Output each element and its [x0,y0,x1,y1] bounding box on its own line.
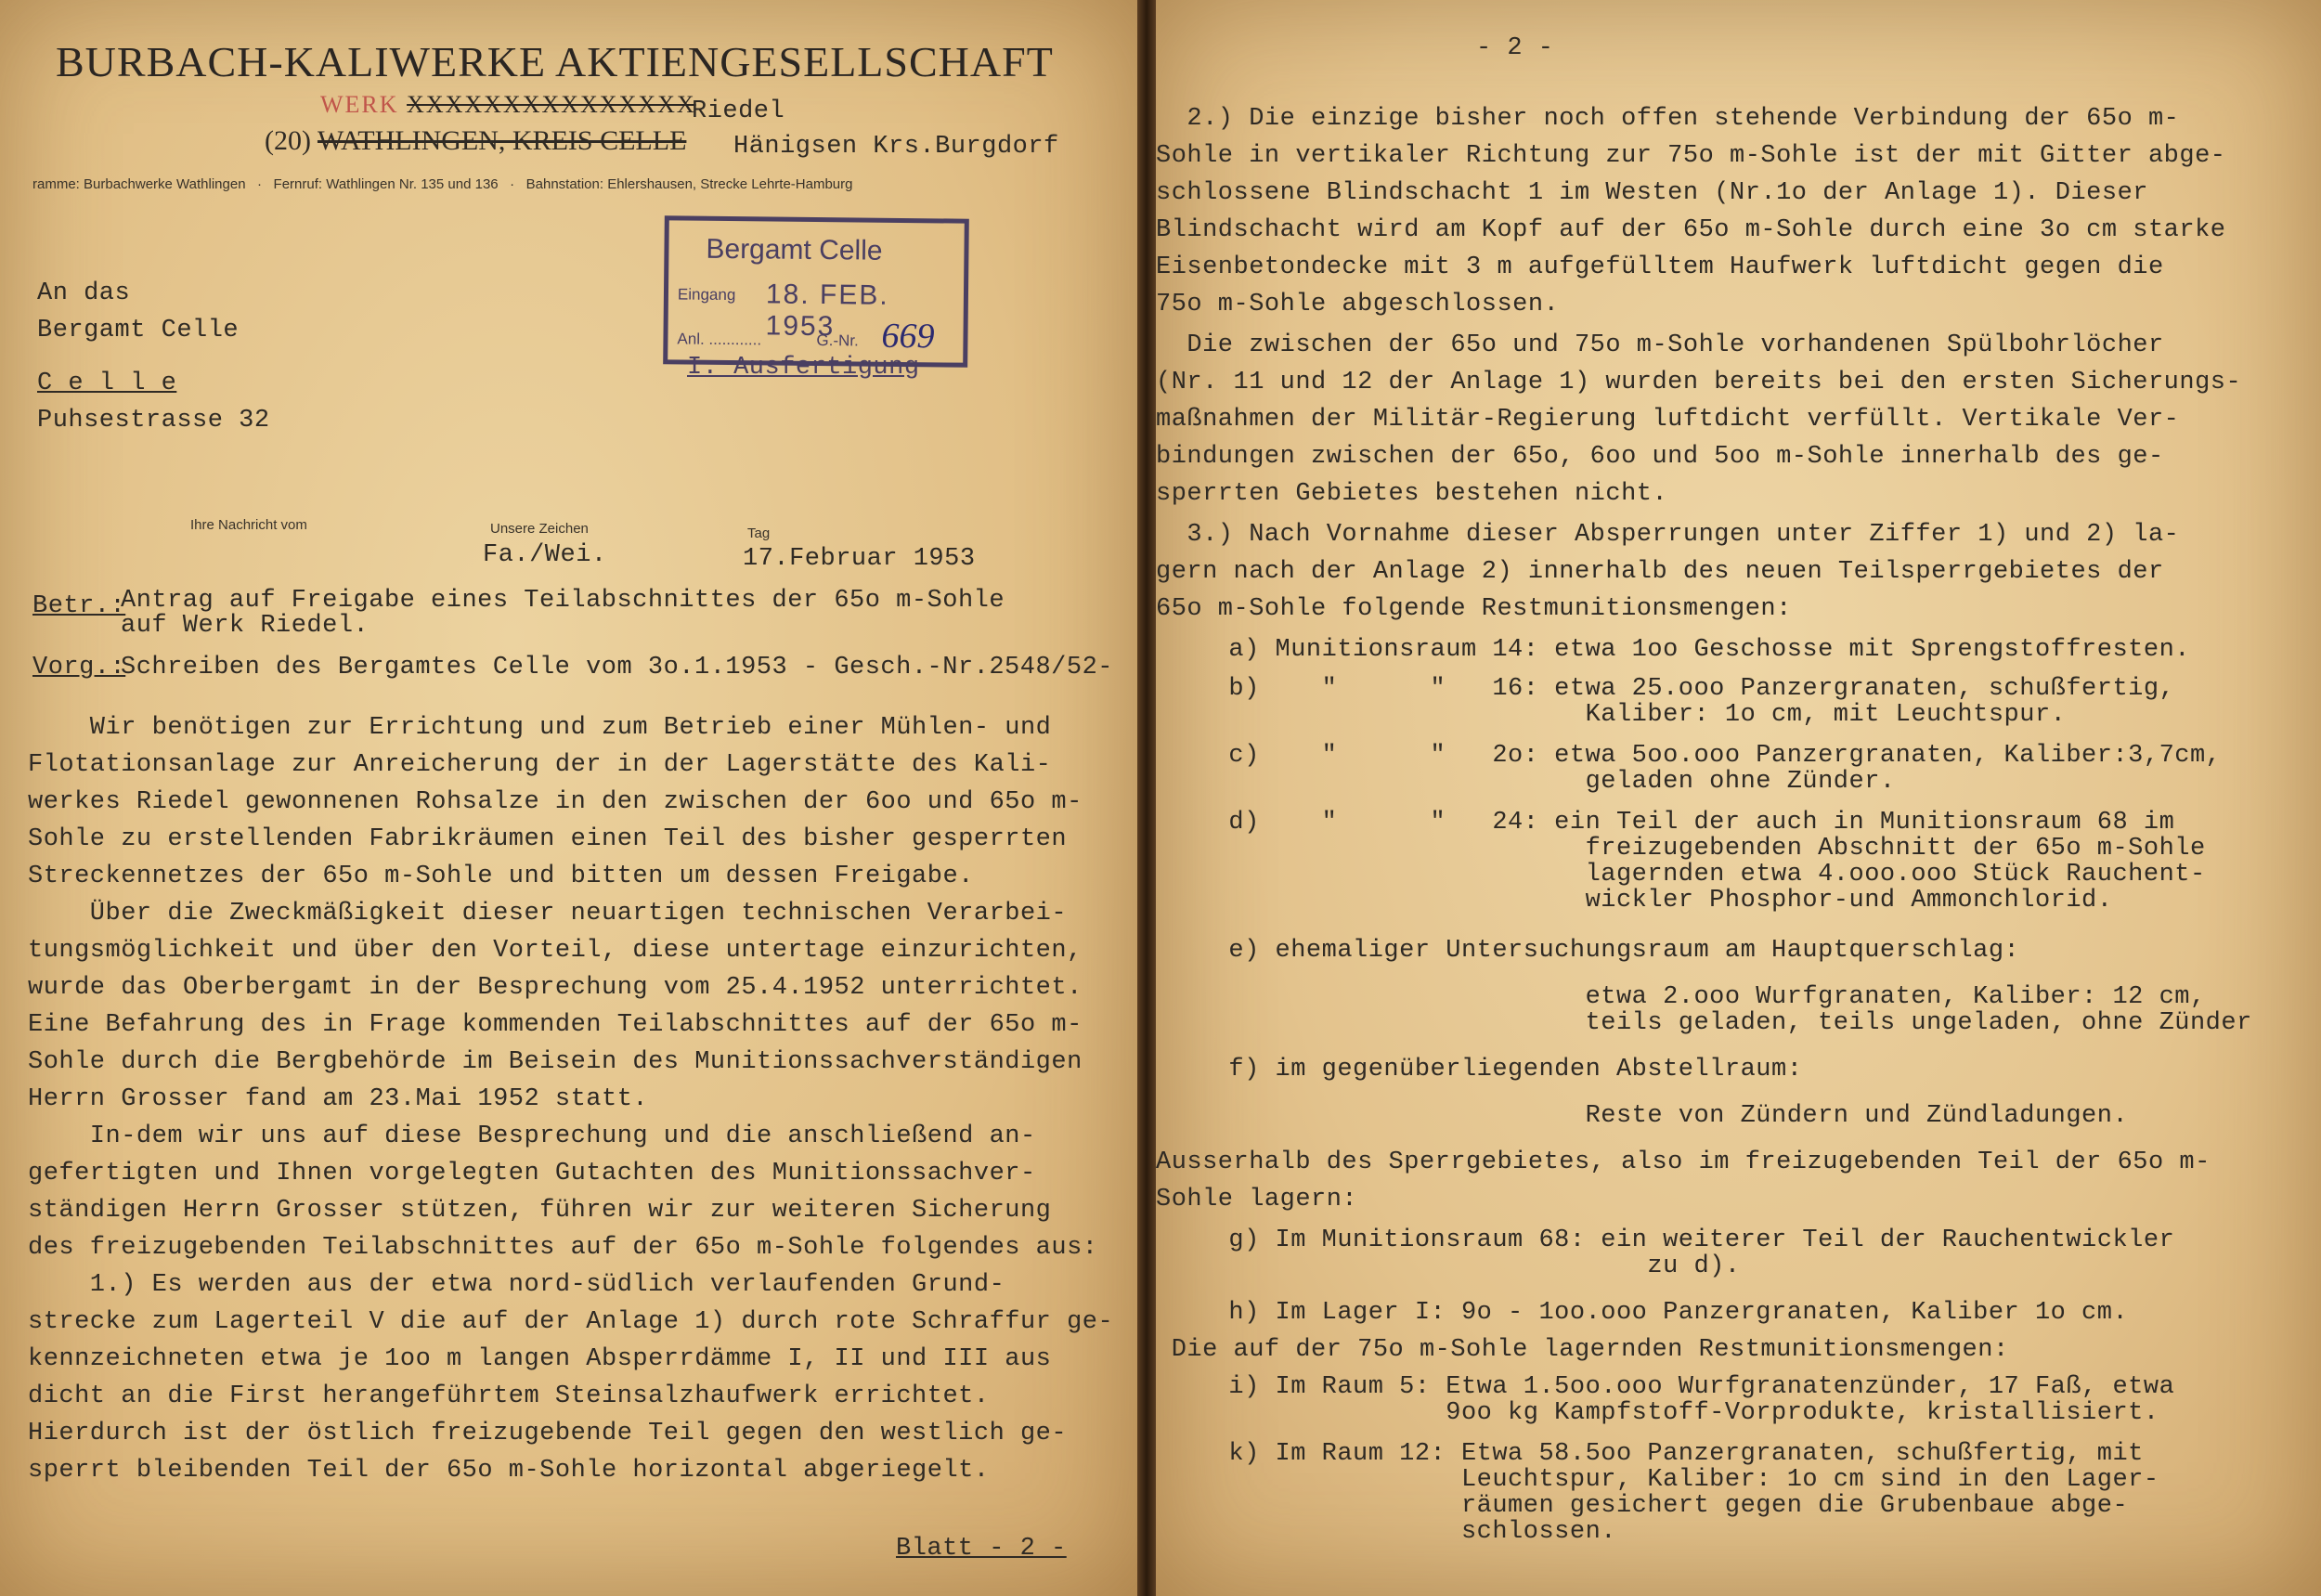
body-line: gefertigten und Ihnen vorgelegten Gutachten des Munitionssachver- [28,1160,1036,1187]
stamp-date: 18. FEB. 1953 [765,279,889,343]
body-line: 1.) Es werden aus der etwa nord-südlich verlaufenden Grund- [28,1271,1005,1299]
body-line: Eine Befahrung des in Frage kommenden Teilabschnittes auf der 65o m- [28,1011,1083,1039]
werk-typed: Riedel [692,97,785,125]
body-line: schlossene Blindschacht 1 im Westen (Nr.1o der Anlage 1). Dieser [1156,179,2148,207]
item-line: a) Munitionsraum 14: etwa 1oo Geschosse mit Sprengstoffresten. [1198,636,2190,664]
body-line: In-dem wir uns auf diese Besprechung und die anschließend an- [28,1122,1036,1150]
item-line: b) " " 16: etwa 25.ooo Panzergranaten, schußfertig, [1198,675,2175,703]
vorg-text: Schreiben des Bergamtes Celle vom 3o.1.1953 - Gesch.-Nr.2548/52- [121,654,1113,681]
body-line: maßnahmen der Militär-Regierung luftdicht verfüllt. Vertikale Ver- [1156,406,2180,434]
werk-line: WERK XXXXXXXXXXXXXXX [320,91,696,118]
body-line: Sohle in vertikaler Richtung zur 75o m-Sohle ist der mit Gitter abge- [1156,142,2226,170]
ref-date-value: 17.Februar 1953 [743,545,976,573]
item-line: lagernden etwa 4.ooo.ooo Stück Rauchent- [1198,861,2206,889]
body-line: Wir benötigen zur Errichtung und zum Betrieb einer Mühlen- und [28,714,1052,742]
body-line: bindungen zwischen der 65o, 6oo und 5oo m-Sohle innerhalb des ge- [1156,443,2164,471]
item-line: räumen gesichert gegen die Grubenbaue abge- [1198,1492,2129,1520]
item-line: etwa 2.ooo Wurfgranaten, Kaliber: 12 cm, [1198,983,2206,1011]
item-line: h) Im Lager I: 9o - 1oo.ooo Panzergranaten, Kaliber 1o cm. [1198,1299,2129,1327]
body-line: Sohle zu erstellenden Fabrikräumen einen Teil des bisher gesperrten [28,825,1068,853]
body-line: des freizugebenden Teilabschnittes auf der 65o m-Sohle folgendes aus: [28,1234,1098,1262]
item-line: Die auf der 75o m-Sohle lagernden Restmunitionsmengen: [1156,1336,2009,1364]
body-line: Flotationsanlage zur Anreicherung der in der Lagerstätte des Kali- [28,751,1052,779]
item-line: teils geladen, teils ungeladen, ohne Zünder [1198,1009,2252,1037]
body-line: sperrten Gebietes bestehen nicht. [1156,480,1668,508]
body-line: Herrn Grosser fand am 23.Mai 1952 statt. [28,1085,649,1113]
body-line: 2.) Die einzige bisher noch offen stehende Verbindung der 65o m- [1156,105,2180,133]
address-typed: Hänigsen Krs.Burgdorf [733,133,1059,161]
item-line: c) " " 2o: etwa 5oo.ooo Panzergranaten, Kaliber:3,7cm, [1198,742,2222,770]
ref-zeichen-value: Fa./Wei. [483,541,607,569]
recipient-line-4: Puhsestrasse 32 [37,407,270,435]
body-line: 3.) Nach Vornahme dieser Absperrungen unter Ziffer 1) und 2) la- [1156,521,2180,549]
item-line: e) ehemaliger Untersuchungsraum am Hauptquerschlag: [1198,937,2020,965]
letter-page-1 [0,0,1137,1596]
company-name: BURBACH-KALIWERKE AKTIENGESELLSCHAFT [56,38,1054,85]
ref-label-tag: Tag [747,526,771,541]
body-line: Über die Zweckmäßigkeit dieser neuartigen technischen Verarbei- [28,900,1068,928]
book-gutter [1137,0,1156,1596]
item-line: Kaliber: 1o cm, mit Leuchtspur. [1198,701,2067,729]
letter-page-2 [1156,0,2321,1596]
item-line: f) im gegenüberliegenden Abstellraum: [1198,1056,1803,1083]
body-line: 75o m-Sohle abgeschlossen. [1156,291,1560,318]
stamp-eingang: Eingang [677,285,736,305]
body-line: Blindschacht wird am Kopf auf der 65o m-Sohle durch eine 3o cm starke [1156,216,2226,244]
item-line: Sohle lagern: [1156,1186,1358,1213]
body-line: Streckennetzes der 65o m-Sohle und bitten um dessen Freigabe. [28,863,974,890]
item-line: k) Im Raum 12: Etwa 58.5oo Panzergranaten, schußfertig, mit [1198,1440,2144,1468]
item-line: Reste von Zündern und Zündladungen. [1198,1102,2129,1130]
body-line: tungsmöglichkeit und über den Vorteil, diese untertage einzurichten, [28,937,1083,965]
body-line: dicht an die First herangeführtem Steinsalzhaufwerk errichtet. [28,1382,990,1410]
betr-line-2: auf Werk Riedel. [121,612,370,640]
recipient-line-1: An das [37,279,131,307]
vorg-label: Vorg.: [32,654,126,681]
body-line: (Nr. 11 und 12 der Anlage 1) wurden bereits bei den ersten Sicherungs- [1156,369,2242,396]
stamp-number: 669 [881,316,935,357]
item-line: i) Im Raum 5: Etwa 1.5oo.ooo Wurfgranatenzünder, 17 Faß, etwa [1198,1373,2175,1401]
ref-label-nachricht: Ihre Nachricht vom [190,517,307,533]
item-line: freizugebenden Abschnitt der 65o m-Sohle [1198,835,2206,863]
item-line: schlossen. [1198,1518,1616,1546]
item-line: Ausserhalb des Sperrgebietes, also im freizugebenden Teil der 65o m- [1156,1148,2211,1176]
item-line: geladen ohne Zünder. [1198,768,1896,796]
body-line: strecke zum Lagerteil V die auf der Anlage 1) durch rote Schraffur ge- [28,1308,1114,1336]
body-line: Hierdurch ist der östlich freizugebende Teil gegen den westlich ge- [28,1420,1068,1447]
item-line: zu d). [1198,1252,1741,1280]
ausfertigung-label: I. Ausfertigung [687,354,920,382]
receipt-stamp [663,215,969,367]
body-line: 65o m-Sohle folgende Restmunitionsmengen: [1156,595,1792,623]
body-line: werkes Riedel gewonnenen Rohsalze in den zwischen der 6oo und 65o m- [28,788,1083,816]
item-line: 9oo kg Kampfstoff-Vorprodukte, kristallisiert. [1198,1399,2159,1427]
body-line: Sohle durch die Bergbehörde im Beisein des Munitionssachverständigen [28,1048,1083,1076]
item-line: d) " " 24: ein Teil der auch in Munitionsraum 68 im [1198,809,2175,837]
body-line: sperrt bleibenden Teil der 65o m-Sohle horizontal abgeriegelt. [28,1457,990,1485]
body-line: kennzeichneten etwa je 1oo m langen Absperrdämme I, II und III aus [28,1345,1052,1373]
stamp-anl: Anl. ............ [677,330,762,349]
page-number: - 2 - [1476,34,1554,62]
item-line: g) Im Munitionsraum 68: ein weiterer Teil der Rauchentwickler [1198,1226,2175,1254]
item-line: wickler Phosphor-und Ammonchlorid. [1198,887,2113,915]
recipient-line-3: C e l l e [37,370,177,397]
betr-label: Betr.: [32,592,126,620]
body-line: Eisenbetondecke mit 3 m aufgefülltem Haufwerk luftdicht gegen die [1156,253,2164,281]
body-line: Die zwischen der 65o und 75o m-Sohle vorhandenen Spülbohrlöcher [1156,331,2164,359]
body-line: ständigen Herrn Grosser stützen, führen wir zur weiteren Sicherung [28,1197,1052,1225]
stamp-title: Bergamt Celle [706,233,883,266]
contact-line: ramme: Burbachwerke Wathlingen · Fernruf: Wathlingen Nr. 135 und 136 · Bahnstation: Ehlershausen, Strecke Lehrte-Hamburg [32,176,853,192]
recipient-line-2: Bergamt Celle [37,317,240,344]
body-line: gern nach der Anlage 2) innerhalb des neuen Teilsperrgebietes der [1156,558,2164,586]
item-line: Leuchtspur, Kaliber: 1o cm sind in den Lager- [1198,1466,2159,1494]
betr-line-1: Antrag auf Freigabe eines Teilabschnittes der 65o m-Sohle [121,587,1005,615]
address-line: (20) WATHLINGEN, KREIS CELLE [265,125,687,156]
body-line: wurde das Oberbergamt in der Besprechung vom 25.4.1952 unterrichtet. [28,974,1083,1002]
stamp-gnr: G.-Nr. [816,331,859,350]
page-footer: Blatt - 2 - [896,1535,1067,1563]
ref-label-zeichen: Unsere Zeichen [490,521,589,537]
